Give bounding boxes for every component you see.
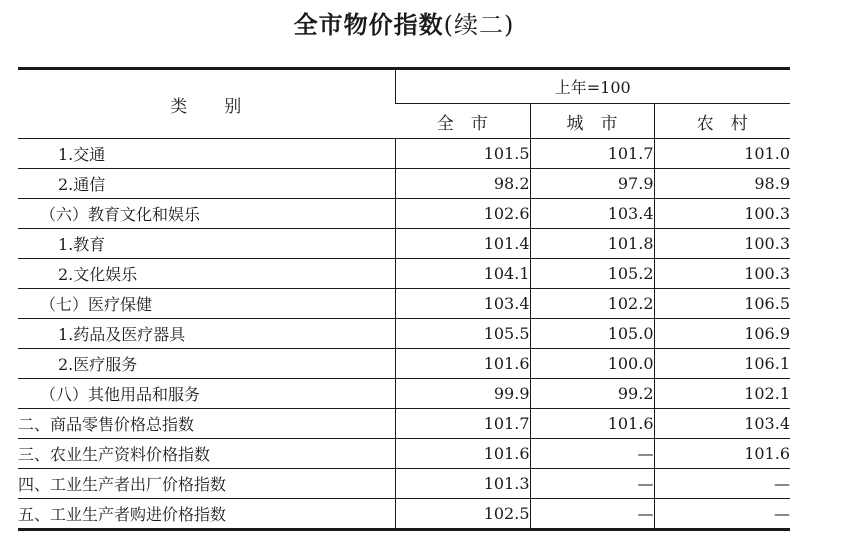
row-label: 二、商品零售价格总指数 — [18, 409, 395, 439]
table-row — [18, 199, 790, 229]
base-year-header: 上年=100 — [395, 69, 790, 104]
value-rural: 106.5 — [654, 289, 790, 319]
value-all: 103.4 — [395, 289, 530, 319]
price-index-table — [18, 67, 790, 531]
row-label: （七）医疗保健 — [18, 289, 395, 319]
table-row — [18, 259, 790, 289]
value-urban: 103.4 — [530, 199, 654, 229]
table-row — [18, 169, 790, 199]
row-label: 1.教育 — [18, 229, 395, 259]
value-urban: 100.0 — [530, 349, 654, 379]
col-header-urban: 城 市 — [530, 104, 654, 139]
value-rural: 100.3 — [654, 229, 790, 259]
row-label: 五、工业生产者购进价格指数 — [18, 499, 395, 530]
value-rural: 98.9 — [654, 169, 790, 199]
value-rural: 101.6 — [654, 439, 790, 469]
value-urban: 99.2 — [530, 379, 654, 409]
value-all: 101.6 — [395, 349, 530, 379]
value-urban: — — [530, 499, 654, 530]
value-all: 101.5 — [395, 139, 530, 169]
value-all: 105.5 — [395, 319, 530, 349]
value-rural: — — [654, 499, 790, 530]
row-label: 2.文化娱乐 — [18, 259, 395, 289]
page-title — [0, 10, 808, 40]
row-label: 2.通信 — [18, 169, 395, 199]
table-row — [18, 289, 790, 319]
table-header — [18, 69, 790, 139]
value-rural: 100.3 — [654, 199, 790, 229]
value-all: 101.6 — [395, 439, 530, 469]
value-all: 98.2 — [395, 169, 530, 199]
title-suffix: (续二) — [443, 11, 515, 39]
table-row — [18, 409, 790, 439]
value-all: 101.3 — [395, 469, 530, 499]
table-row — [18, 229, 790, 259]
table-row — [18, 139, 790, 169]
value-rural: 106.9 — [654, 319, 790, 349]
table-row — [18, 349, 790, 379]
table-row — [18, 379, 790, 409]
table-row — [18, 439, 790, 469]
category-header: 类 别 — [170, 96, 243, 117]
value-rural: 100.3 — [654, 259, 790, 289]
value-urban: 101.8 — [530, 229, 654, 259]
row-label: 三、农业生产资料价格指数 — [18, 439, 395, 469]
header-row-1 — [18, 69, 790, 104]
value-all: 101.7 — [395, 409, 530, 439]
value-rural: 101.0 — [654, 139, 790, 169]
value-urban: 105.2 — [530, 259, 654, 289]
table-body — [18, 139, 790, 530]
value-urban: 97.9 — [530, 169, 654, 199]
row-label: 四、工业生产者出厂价格指数 — [18, 469, 395, 499]
value-rural: — — [654, 469, 790, 499]
value-all: 102.5 — [395, 499, 530, 530]
row-label: （八）其他用品和服务 — [18, 379, 395, 409]
value-all: 102.6 — [395, 199, 530, 229]
value-urban: — — [530, 469, 654, 499]
title-main: 全市物价指数 — [293, 11, 444, 39]
col-header-rural: 农 村 — [654, 104, 790, 139]
row-label: 2.医疗服务 — [18, 349, 395, 379]
value-urban: 101.7 — [530, 139, 654, 169]
value-rural: 102.1 — [654, 379, 790, 409]
value-rural: 103.4 — [654, 409, 790, 439]
col-header-all: 全 市 — [395, 104, 530, 139]
table-row — [18, 499, 790, 530]
value-urban: 101.6 — [530, 409, 654, 439]
table-row — [18, 319, 790, 349]
value-rural: 106.1 — [654, 349, 790, 379]
table-row — [18, 469, 790, 499]
row-label: 1.药品及医疗器具 — [18, 319, 395, 349]
value-all: 104.1 — [395, 259, 530, 289]
value-urban: 105.0 — [530, 319, 654, 349]
row-label: 1.交通 — [18, 139, 395, 169]
value-urban: — — [530, 439, 654, 469]
value-all: 99.9 — [395, 379, 530, 409]
value-urban: 102.2 — [530, 289, 654, 319]
row-label: （六）教育文化和娱乐 — [18, 199, 395, 229]
value-all: 101.4 — [395, 229, 530, 259]
